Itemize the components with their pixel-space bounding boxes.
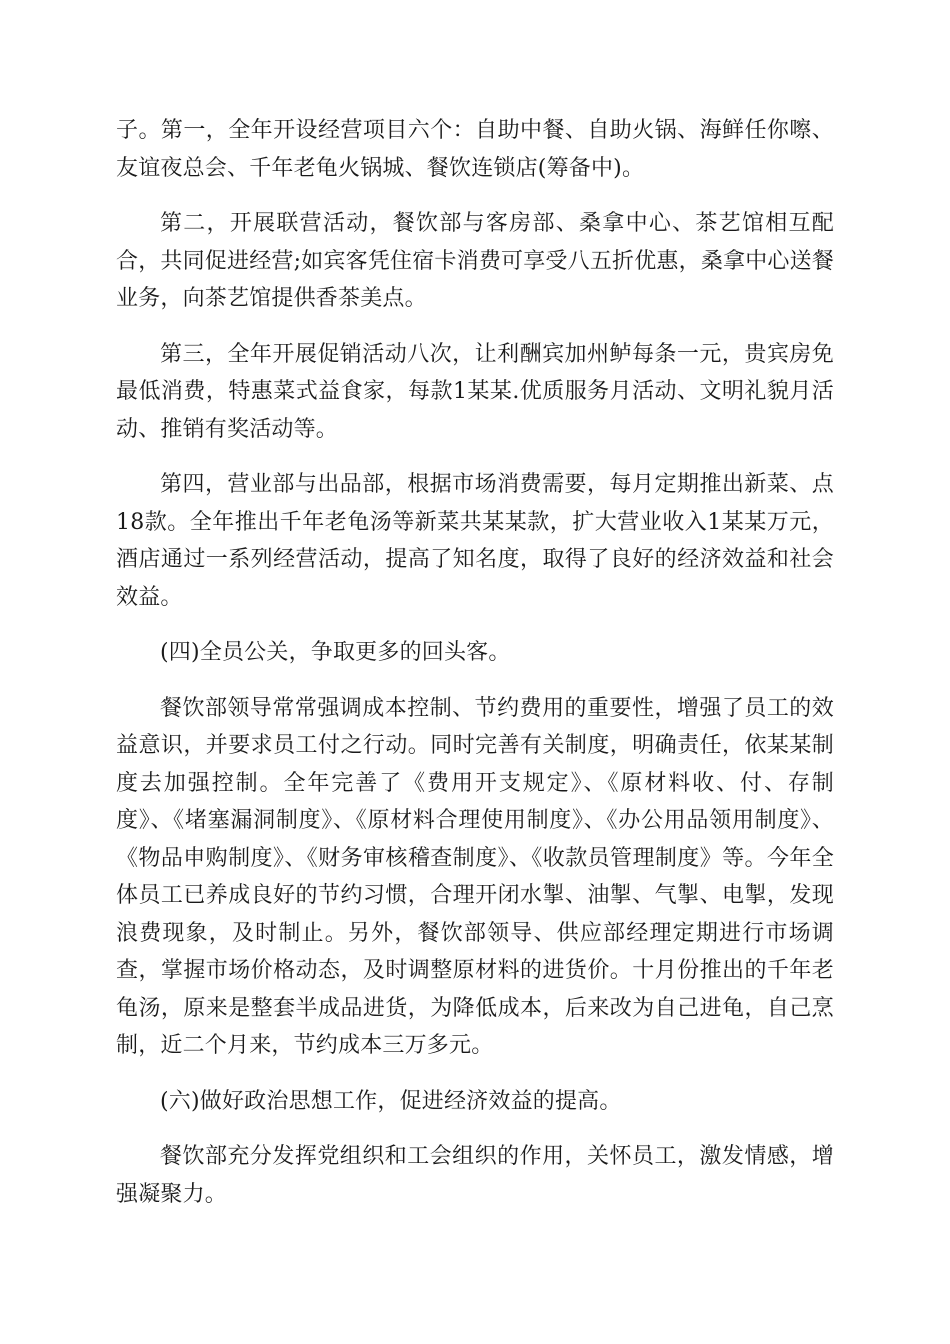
paragraph-4: 第四，营业部与出品部，根据市场消费需要，每月定期推出新菜、点18款。全年推出千年老龟汤等新菜共某某款，扩大营业收入1某某万元，酒店通过一系列经营活动，提高了知名度，取得了良好的经济效益和社会效益。: [116, 472, 834, 610]
document-body: [116, 112, 834, 1231]
section-heading-4: (四)全员公关，争取更多的回头客。: [160, 640, 511, 665]
paragraph-2: 第二，开展联营活动，餐饮部与客房部、桑拿中心、茶艺馆相互配合，共同促进经营;如宾客凭住宿卡消费可享受八五折优惠，桑拿中心送餐业务，向茶艺馆提供香茶美点。: [116, 211, 835, 311]
section-heading-6: (六)做好政治思想工作，促进经济效益的提高。: [160, 1088, 622, 1114]
paragraph-5: 餐饮部领导常常强调成本控制、节约费用的重要性，增强了员工的效益意识，并要求员工付之行动。同时完善有关制度，明确责任，依某某制度去加强控制。全年完善了《费用开支规定》、《原材料收、付、存制度》、《堵塞漏洞制度》、《原材料合理使用制度》、《办公用品领用制度》、《物品申购制度》、《财务审核稽查制度》、《收款员管理制度》等。今年全体员工已养成良好的节约习惯，合理开闭水掣、油掣、气掣、电掣，发现浪费现象，及时制止。另外，餐饮部领导、供应部经理定期进行市场调查，掌握市场价格动态，及时调整原材料的进货价。十月份推出的千年老龟汤，原来是整套半成品进货，为降低成本，后来改为自己进龟，自己烹制，近二个月来，节约成本三万多元。: [116, 695, 834, 1058]
paragraph-6: 餐饮部充分发挥党组织和工会组织的作用，关怀员工，激发情感，增强凝聚力。: [116, 1144, 834, 1207]
paragraph-1: 子。第一，全年开设经营项目六个：自助中餐、自助火锅、海鲜任你嚓、友谊夜总会、千年老龟火锅城、餐饮连锁店(筹备中)。: [116, 118, 834, 181]
paragraph-3: 第三，全年开展促销活动八次，让利酬宾加州鲈每条一元，贵宾房免最低消费，特惠菜式益食家，每款1某某.优质服务月活动、文明礼貌月活动、推销有奖活动等。: [116, 341, 834, 442]
